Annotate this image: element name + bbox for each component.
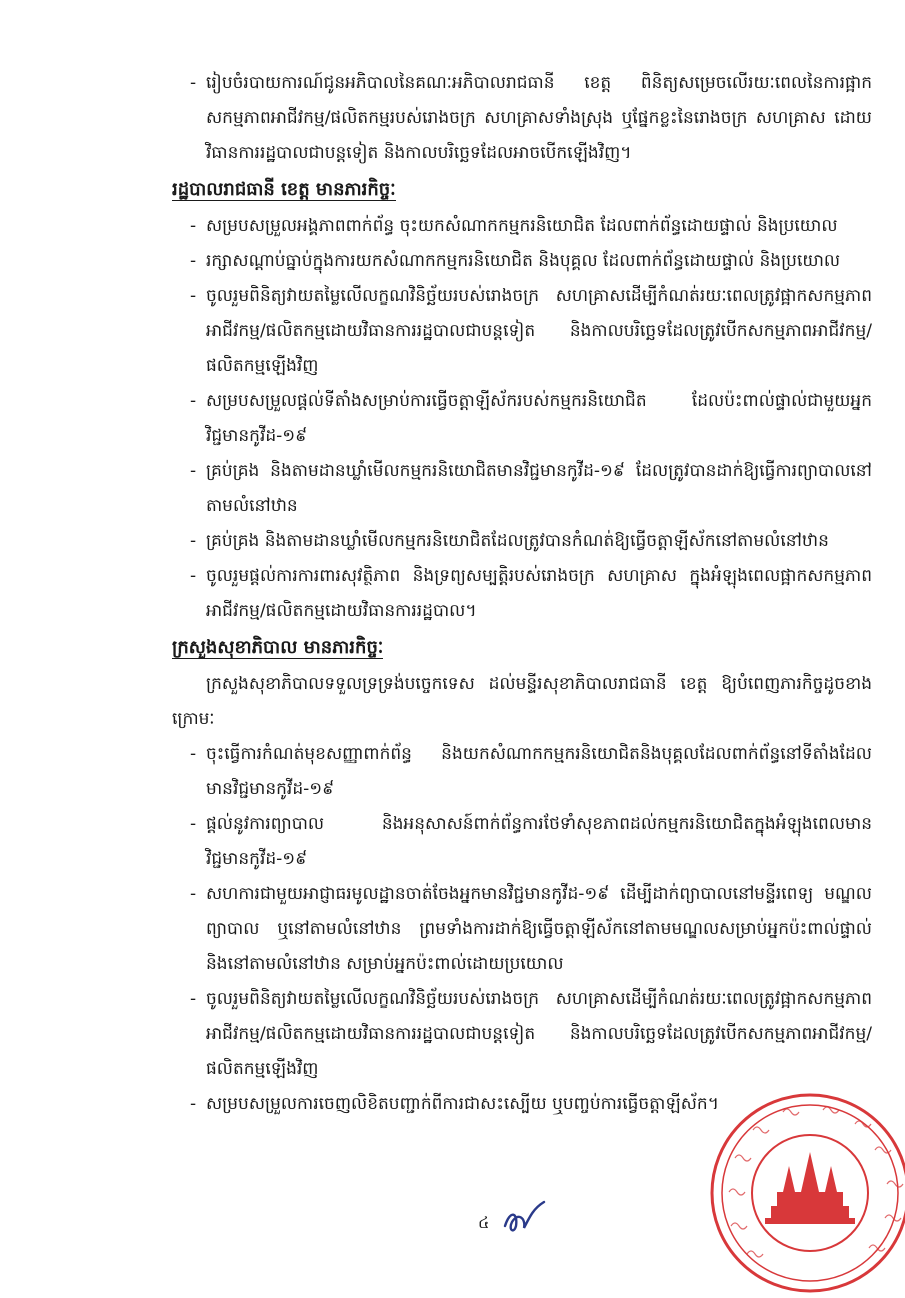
list-item: - ផ្ដល់នូវការព្យាបាល និងអនុសាសន៍ពាក់ព័ន្ធការថែទាំសុខភាពដល់កម្មករនិយោជិតក្នុងអំឡុងពេលមានវិជ្ជមានកូវីដ-១៩ (190, 814, 872, 869)
list-item: - ចូលរួមផ្ដល់ការការពារសុវត្ថិភាព និងទ្រព្យសម្បត្តិរបស់រោងចក្រ សហគ្រាស ក្នុងអំឡុងពេលផ្អាកសកម្មភាពអាជីវកម្ម/ផលិតកម្មដោយវិធានការរដ្ឋបាល។ (190, 566, 872, 621)
official-ministry-seal-icon (705, 1088, 905, 1298)
list-item-text: ចូលរួមពិនិត្យវាយតម្លៃលើលក្ខណវិនិច្ឆ័យរបស់រោងចក្រ សហគ្រាសដើម្បីកំណត់រយៈពេលត្រូវផ្អាកសកម្មភាពអាជីវកម្ម/ផលិតកម្មដោយវិធានការរដ្ឋបាលជាបន្តទៀត និងកាលបរិច្ឆេទដែលត្រូវបើកសកម្មភាពអាជីវកម្ម/ផលិតកម្មឡើងវិញ (206, 286, 872, 376)
page-number: ៤ (478, 1213, 490, 1232)
list-item: - គ្រប់គ្រង និងតាមដានឃ្លាំមើលកម្មករនិយោជិតដែលត្រូវបានកំណត់ឱ្យធ្វើចត្តាឡីស័កនៅតាមលំនៅឋាន (190, 531, 829, 551)
list-item-text: គ្រប់គ្រង និងតាមដានឃ្លាំមើលកម្មករនិយោជិតដែលត្រូវបានកំណត់ឱ្យធ្វើចត្តាឡីស័កនៅតាមលំនៅឋាន (206, 531, 829, 551)
bullet-dash: - (190, 73, 197, 93)
section-heading-admin: រដ្ឋបាលរាជធានី ខេត្ត មានភារកិច្ចៈ (172, 179, 396, 200)
list-item-text: ចុះធ្វើការកំណត់មុខសញ្ញាពាក់ព័ន្ធ និងយកសំណាកកម្មករនិយោជិតនិងបុគ្គលដែលពាក់ព័ន្ធនៅទីតាំងដែលមានវិជ្ជមានកូវីដ-១៩ (206, 744, 872, 799)
list-item-text: គ្រប់គ្រង និងតាមដានឃ្លាំមើលកម្មករនិយោជិតមានវិជ្ជមានកូវីដ-១៩ ដែលត្រូវបានដាក់ឱ្យធ្វើការព្យាបាលនៅតាមលំនៅឋាន (206, 461, 872, 516)
list-item: - សម្របសម្រួលអង្គភាពពាក់ព័ន្ធ ចុះយកសំណាកកម្មករនិយោជិត ដែលពាក់ព័ន្ធដោយផ្ទាល់ និងប្រយោល (190, 216, 838, 236)
list-item: - ចុះធ្វើការកំណត់មុខសញ្ញាពាក់ព័ន្ធ និងយកសំណាកកម្មករនិយោជិតនិងបុគ្គលដែលពាក់ព័ន្ធនៅទីតាំងដែលមានវិជ្ជមានកូវីដ-១៩ (190, 744, 872, 799)
list-item-text: សម្របសម្រួលអង្គភាពពាក់ព័ន្ធ ចុះយកសំណាកកម្មករនិយោជិត ដែលពាក់ព័ន្ធដោយផ្ទាល់ និងប្រយោល (206, 216, 838, 236)
list-item: - គ្រប់គ្រង និងតាមដានឃ្លាំមើលកម្មករនិយោជិតមានវិជ្ជមានកូវីដ-១៩ ដែលត្រូវបានដាក់ឱ្យធ្វើការព្យាបាលនៅតាមលំនៅឋាន (190, 461, 872, 516)
list-item-text: ចូលរួមផ្ដល់ការការពារសុវត្ថិភាព និងទ្រព្យសម្បត្តិរបស់រោងចក្រ សហគ្រាស ក្នុងអំឡុងពេលផ្អាកសកម្មភាពអាជីវកម្ម/ផលិតកម្មដោយវិធានការរដ្ឋបាល។ (206, 566, 872, 621)
list-item: - រក្សាសណ្ដាប់ធ្នាប់ក្នុងការយកសំណាកកម្មករនិយោជិត និងបុគ្គល ដែលពាក់ព័ន្ធដោយផ្ទាល់ និងប្រយោល (190, 251, 841, 271)
list-item: - សម្របសម្រួលផ្ដល់ទីតាំងសម្រាប់ការធ្វើចត្តាឡីស័ករបស់កម្មករនិយោជិត ដែលប៉ះពាល់ផ្ទាល់ជាមួយអ្នកវិជ្ជមានកូវីដ-១៩ (190, 391, 872, 446)
list-item-text: សហការជាមួយអាជ្ញាធរមូលដ្ឋានចាត់ចែងអ្នកមានវិជ្ជមានកូវីដ-១៩ ដើម្បីដាក់ព្យាបាលនៅមន្ទីរពេទ្យ មណ្ឌលព្យាបាល ឬនៅតាមលំនៅឋាន ព្រមទាំងការដាក់ឱ្យធ្វើចត្តាឡីស័កនៅតាមមណ្ឌលសម្រាប់អ្នកប៉ះពាល់ផ្ទាល់ និងនៅតាមលំនៅឋាន សម្រាប់អ្នកប៉ះពាល់ដោយប្រយោល (206, 884, 872, 974)
list-item-text: រក្សាសណ្ដាប់ធ្នាប់ក្នុងការយកសំណាកកម្មករនិយោជិត និងបុគ្គល ដែលពាក់ព័ន្ធដោយផ្ទាល់ និងប្រយោល (206, 251, 841, 271)
list-item-text: សម្របសម្រួលការចេញលិខិតបញ្ជាក់ពីការជាសះស្បើយ ឬបញ្ចប់ការធ្វើចត្តាឡីស័ក។ (206, 1094, 719, 1114)
section-intro-paragraph: ក្រសួងសុខាភិបាលទទួលទ្រទ្រង់បច្ចេកទេស ដល់មន្ទីរសុខាភិបាលរាជធានី ខេត្ត ឱ្យបំពេញភារកិច្ចដូចខាងក្រោមៈ (172, 674, 872, 729)
list-item: - សម្របសម្រួលការចេញលិខិតបញ្ជាក់ពីការជាសះស្បើយ ឬបញ្ចប់ការធ្វើចត្តាឡីស័ក។ (190, 1094, 719, 1114)
list-item-text: ចូលរួមពិនិត្យវាយតម្លៃលើលក្ខណវិនិច្ឆ័យរបស់រោងចក្រ សហគ្រាសដើម្បីកំណត់រយៈពេលត្រូវផ្អាកសកម្មភាពអាជីវកម្ម/ផលិតកម្មដោយវិធានការរដ្ឋបាលជាបន្តទៀត និងកាលបរិច្ឆេទដែលត្រូវបើកសកម្មភាពអាជីវកម្ម/ផលិតកម្មឡើងវិញ (206, 989, 872, 1079)
handwritten-initial-icon (500, 1200, 550, 1240)
section-heading-health: ក្រសួងសុខាភិបាល មានភារកិច្ចៈ (172, 637, 384, 658)
list-item-text: រៀបចំរបាយការណ៍ជូនអភិបាលនៃគណៈអភិបាលរាជធានី ខេត្ត ពិនិត្យសម្រេចលើរយៈពេលនៃការផ្អាកសកម្មភាពអាជីវកម្ម/ផលិតកម្មរបស់រោងចក្រ សហគ្រាសទាំងស្រុង ឬផ្នែកខ្លះនៃរោងចក្រ សហគ្រាស ដោយវិធានការរដ្ឋបាលជាបន្តទៀត និងកាលបរិច្ឆេទដែលអាចបើកឡើងវិញ។ (206, 73, 872, 163)
list-item-text: សម្របសម្រួលផ្ដល់ទីតាំងសម្រាប់ការធ្វើចត្តាឡីស័ករបស់កម្មករនិយោជិត ដែលប៉ះពាល់ផ្ទាល់ជាមួយអ្នកវិជ្ជមានកូវីដ-១៩ (206, 391, 872, 446)
list-item (172, 66, 872, 171)
document-body (172, 66, 872, 1122)
list-item-text: ផ្ដល់នូវការព្យាបាល និងអនុសាសន៍ពាក់ព័ន្ធការថែទាំសុខភាពដល់កម្មករនិយោជិតក្នុងអំឡុងពេលមានវិជ្ជមានកូវីដ-១៩ (206, 814, 872, 869)
list-item: - ចូលរួមពិនិត្យវាយតម្លៃលើលក្ខណវិនិច្ឆ័យរបស់រោងចក្រ សហគ្រាសដើម្បីកំណត់រយៈពេលត្រូវផ្អាកសកម្មភាពអាជីវកម្ម/ផលិតកម្មដោយវិធានការរដ្ឋបាលជាបន្តទៀត និងកាលបរិច្ឆេទដែលត្រូវបើកសកម្មភាពអាជីវកម្ម/ផលិតកម្មឡើងវិញ (190, 989, 872, 1079)
list-item: - ចូលរួមពិនិត្យវាយតម្លៃលើលក្ខណវិនិច្ឆ័យរបស់រោងចក្រ សហគ្រាសដើម្បីកំណត់រយៈពេលត្រូវផ្អាកសកម្មភាពអាជីវកម្ម/ផលិតកម្មដោយវិធានការរដ្ឋបាលជាបន្តទៀត និងកាលបរិច្ឆេទដែលត្រូវបើកសកម្មភាពអាជីវកម្ម/ផលិតកម្មឡើងវិញ (190, 286, 872, 376)
list-item: - សហការជាមួយអាជ្ញាធរមូលដ្ឋានចាត់ចែងអ្នកមានវិជ្ជមានកូវីដ-១៩ ដើម្បីដាក់ព្យាបាលនៅមន្ទីរពេទ្យ មណ្ឌលព្យាបាល ឬនៅតាមលំនៅឋាន ព្រមទាំងការដាក់ឱ្យធ្វើចត្តាឡីស័កនៅតាមមណ្ឌលសម្រាប់អ្នកប៉ះពាល់ផ្ទាល់ និងនៅតាមលំនៅឋាន សម្រាប់អ្នកប៉ះពាល់ដោយប្រយោល (190, 884, 872, 974)
